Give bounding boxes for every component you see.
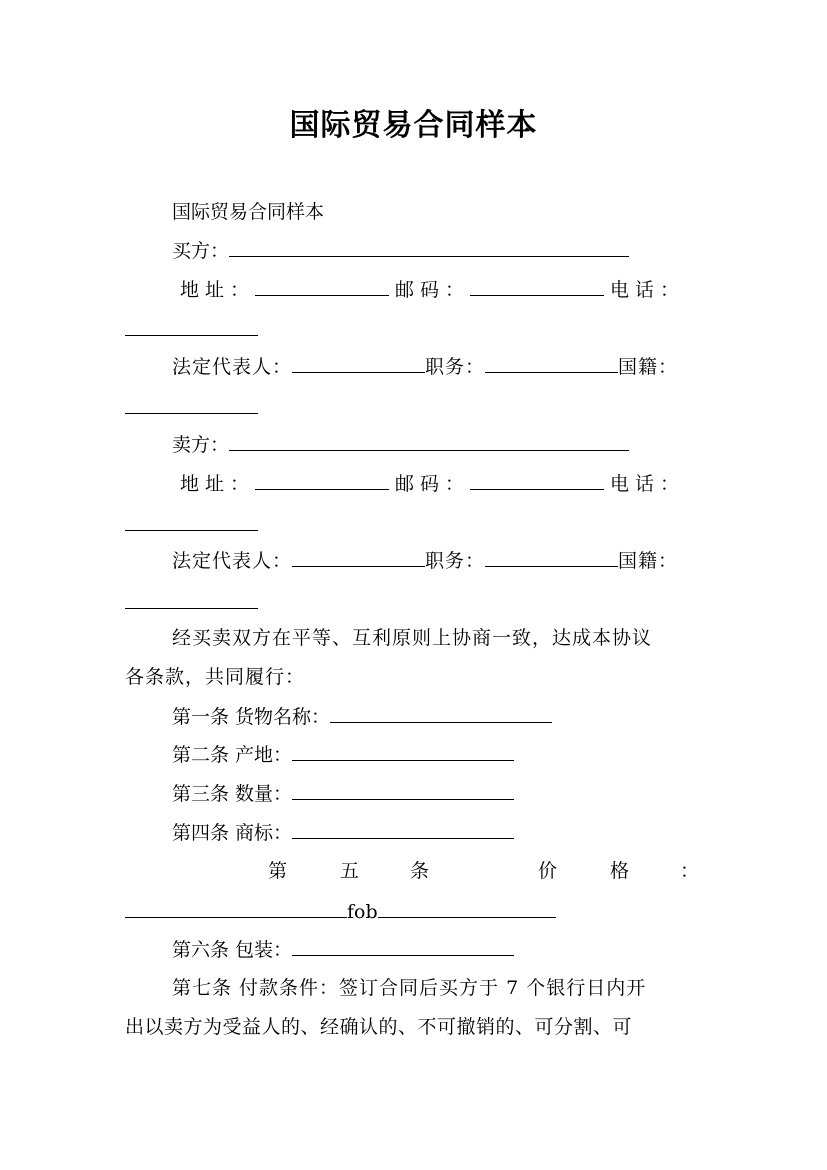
- seller-address-blank[interactable]: [255, 471, 389, 490]
- seller-position-label: 职务：: [425, 550, 486, 572]
- article-5-price-blank[interactable]: [125, 899, 347, 918]
- seller-rep-blank[interactable]: [292, 548, 425, 567]
- article-4-label: 第四条 商标：: [172, 822, 293, 844]
- article-6-blank[interactable]: [292, 937, 514, 956]
- article-1-blank[interactable]: [330, 704, 552, 723]
- buyer-phone-blank[interactable]: [125, 334, 258, 336]
- buyer-nationality-label: 国籍：: [618, 356, 679, 378]
- article-5-char-1: 第: [268, 860, 288, 882]
- seller-nationality-blank[interactable]: [125, 607, 258, 609]
- buyer-blank[interactable]: [229, 238, 629, 257]
- article-5-fob-blank[interactable]: [378, 899, 556, 918]
- article-3-blank[interactable]: [292, 781, 514, 800]
- buyer-address-label: 地址：: [180, 279, 256, 301]
- article-5-char-2: 五: [340, 860, 360, 882]
- article-6-label: 第六条 包装：: [172, 939, 293, 961]
- article-5-fob: fob: [347, 901, 378, 923]
- buyer-address-blank[interactable]: [255, 277, 389, 296]
- buyer-rep-label: 法定代表人：: [172, 356, 293, 378]
- article-5-char-3: 条: [410, 860, 430, 882]
- article-7-line-1: 第七条 付款条件：签订合同后买方于 7 个银行日内开: [172, 977, 647, 999]
- article-5-char-4: 价: [538, 860, 558, 882]
- seller-rep-line: [172, 548, 678, 573]
- seller-blank[interactable]: [229, 432, 629, 451]
- seller-position-blank[interactable]: [485, 548, 618, 567]
- buyer-phone-label: 电话：: [610, 279, 686, 301]
- page-title: 国际贸易合同样本: [289, 108, 538, 143]
- article-5-char-6: ：: [680, 860, 700, 882]
- article-2-label: 第二条 产地：: [172, 744, 293, 766]
- seller-postcode-label: 邮码：: [395, 473, 471, 495]
- seller-phone-label: 电话：: [610, 473, 686, 495]
- article-7-line-2: 出以卖方为受益人的、经确认的、不可撤销的、可分割、可: [125, 1016, 633, 1038]
- article-3-label: 第三条 数量：: [172, 783, 293, 805]
- seller-line: [172, 432, 629, 457]
- buyer-line: [172, 238, 629, 263]
- seller-nationality-label: 国籍：: [618, 550, 679, 572]
- seller-address-label: 地址：: [180, 473, 256, 495]
- buyer-postcode-label: 邮码：: [395, 279, 471, 301]
- buyer-rep-line: [172, 354, 678, 379]
- buyer-nationality-blank[interactable]: [125, 412, 258, 414]
- article-4-line: [172, 820, 514, 845]
- article-5-char-5: 格: [610, 860, 630, 882]
- buyer-position-label: 职务：: [425, 356, 486, 378]
- seller-address-line: [180, 471, 685, 496]
- article-5-price-line: [125, 899, 556, 924]
- seller-postcode-blank[interactable]: [470, 471, 604, 490]
- article-2-line: [172, 742, 514, 767]
- intro-line-1: 经买卖双方在平等、互利原则上协商一致，达成本协议: [172, 627, 653, 649]
- intro-line-2: 各条款，共同履行：: [125, 666, 306, 688]
- subtitle: 国际贸易合同样本: [172, 201, 325, 223]
- article-2-blank[interactable]: [292, 742, 514, 761]
- buyer-postcode-blank[interactable]: [470, 277, 604, 296]
- buyer-address-line: [180, 277, 685, 302]
- article-6-line: [172, 937, 514, 962]
- seller-label: 卖方：: [172, 434, 230, 456]
- buyer-rep-blank[interactable]: [292, 354, 425, 373]
- article-1-line: [172, 704, 552, 729]
- seller-phone-blank[interactable]: [125, 529, 258, 531]
- article-3-line: [172, 781, 514, 806]
- article-1-label: 第一条 货物名称：: [172, 706, 331, 728]
- seller-rep-label: 法定代表人：: [172, 550, 293, 572]
- buyer-position-blank[interactable]: [485, 354, 618, 373]
- article-4-blank[interactable]: [292, 820, 514, 839]
- buyer-label: 买方：: [172, 240, 230, 262]
